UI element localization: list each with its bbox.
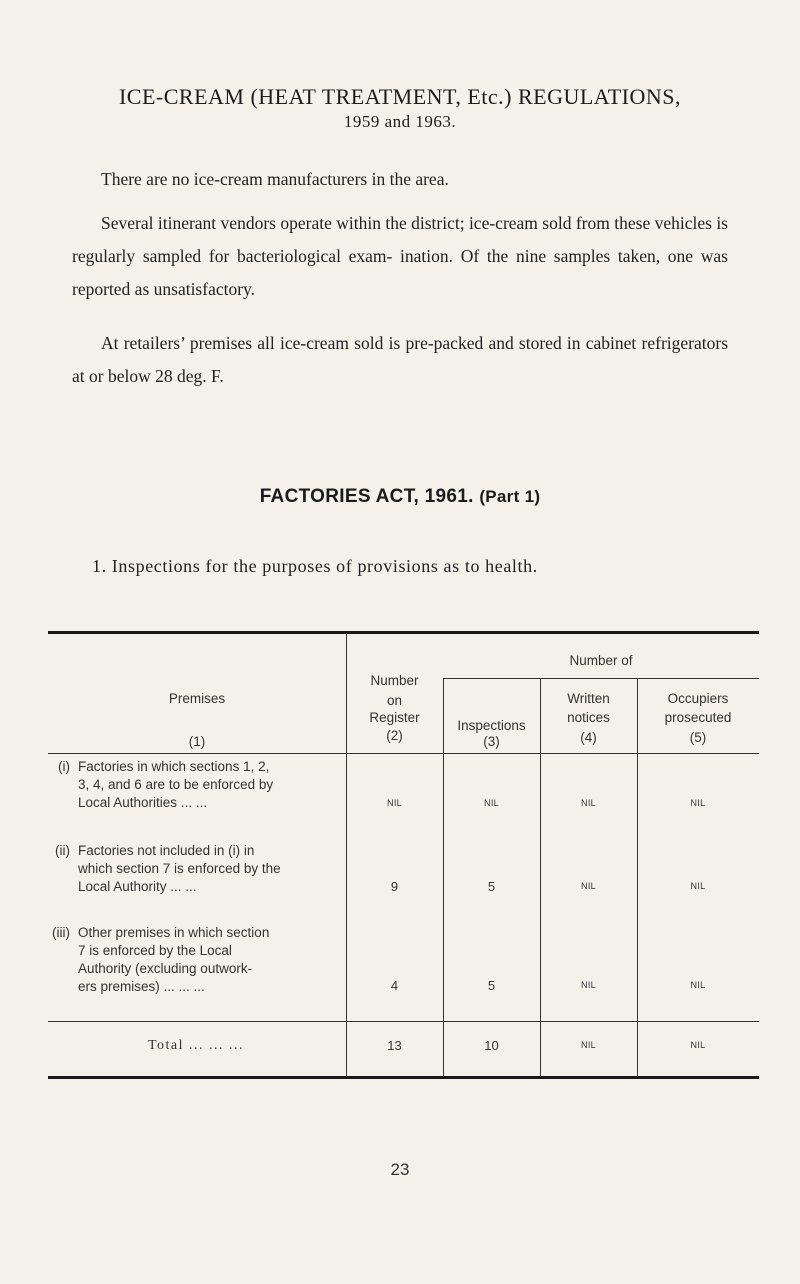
- row-text-line: Local Authorities ... ...: [78, 795, 208, 810]
- row-text-line: 3, 4, and 6 are to be enforced by: [78, 777, 274, 792]
- cell-written: NIL: [581, 881, 596, 891]
- cell-written: NIL: [581, 980, 596, 990]
- header-register-line2: on: [386, 693, 403, 708]
- table-bottom-rule: [48, 1076, 759, 1079]
- header-occupiers-line1: Occupiers: [667, 691, 729, 706]
- cell-register: 4: [390, 978, 399, 993]
- total-top-rule: [48, 1021, 759, 1022]
- factories-act-name: FACTORIES ACT, 1961.: [259, 486, 474, 507]
- cell-written: NIL: [581, 798, 596, 808]
- row-text-line: Authority (excluding outwork-: [78, 961, 253, 976]
- inspections-table: [48, 631, 759, 1079]
- header-inspections: Inspections: [457, 718, 526, 733]
- header-written-line1: Written: [567, 691, 610, 706]
- cell-occupiers: NIL: [690, 881, 706, 891]
- factories-act-part: (Part 1): [479, 487, 541, 506]
- table-row-label: [48, 924, 344, 1000]
- header-register-line1: Number: [370, 673, 419, 688]
- header-bottom-rule: [48, 753, 759, 754]
- paragraph-manufacturers: There are no ice-cream manufacturers in the area.: [101, 169, 449, 189]
- row-number: (ii): [55, 843, 70, 858]
- row-text-line: Local Authority ... ...: [78, 879, 197, 894]
- cell-register: NIL: [387, 798, 402, 808]
- cell-inspections: 5: [487, 978, 496, 993]
- cell-inspections: 5: [487, 879, 496, 894]
- header-occupiers-num: (5): [689, 730, 707, 745]
- table-row-label: [48, 842, 344, 902]
- row-text-line: which section 7 is enforced by the: [78, 861, 281, 876]
- total-inspections: 10: [484, 1038, 499, 1053]
- cell-occupiers: NIL: [690, 980, 706, 990]
- header-written-num: (4): [580, 730, 597, 745]
- header-premises-num: (1): [188, 734, 206, 749]
- header-register-num: (2): [386, 728, 403, 743]
- total-register: 13: [387, 1038, 402, 1053]
- page-number: 23: [390, 1160, 410, 1179]
- header-premises: Premises: [168, 691, 226, 706]
- total-occupiers: NIL: [690, 1040, 706, 1050]
- row-text-line: Factories in which sections 1, 2,: [78, 759, 270, 774]
- cell-inspections: NIL: [484, 798, 499, 808]
- header-register-line3: Register: [369, 710, 420, 725]
- header-occupiers-line2: prosecuted: [664, 710, 732, 725]
- row-number: (iii): [52, 925, 70, 940]
- header-written-line2: notices: [567, 710, 610, 725]
- table-row-label: [48, 758, 344, 828]
- cell-register: 9: [390, 879, 399, 894]
- regulations-years: 1959 and 1963.: [343, 112, 457, 131]
- subheader-rule: [443, 678, 759, 679]
- row-text-line: Other premises in which section: [78, 925, 270, 940]
- paragraph-itinerant-vendors: Several itinerant vendors operate within the district; ice-cream sold from these vehicles is regularly sampled for bacteriological exam- ination. Of the nine samples taken, one was reported as unsatisfactory.: [72, 213, 728, 299]
- row-text-line: 7 is enforced by the Local: [78, 943, 232, 958]
- paragraph-retailers: At retailers’ premises all ice-cream sold is pre-packed and stored in cabinet refrigerators at or below 28 deg. F.: [72, 333, 728, 386]
- row-text-line: ers premises) ... ... ...: [78, 979, 205, 994]
- table-top-rule: [48, 631, 759, 634]
- row-number: (i): [58, 759, 70, 774]
- inspections-subtitle: 1. Inspections for the purposes of provisions as to health.: [92, 556, 538, 576]
- regulations-title: ICE-CREAM (HEAT TREATMENT, Etc.) REGULATIONS,: [118, 84, 682, 109]
- header-number-of: Number of: [569, 653, 633, 668]
- total-label: Total ... ... ...: [147, 1038, 245, 1053]
- row-text-line: Factories not included in (i) in: [78, 843, 255, 858]
- total-written: NIL: [581, 1040, 596, 1050]
- cell-occupiers: NIL: [690, 798, 706, 808]
- factories-act-title: [0, 486, 800, 508]
- header-inspections-num: (3): [483, 734, 500, 749]
